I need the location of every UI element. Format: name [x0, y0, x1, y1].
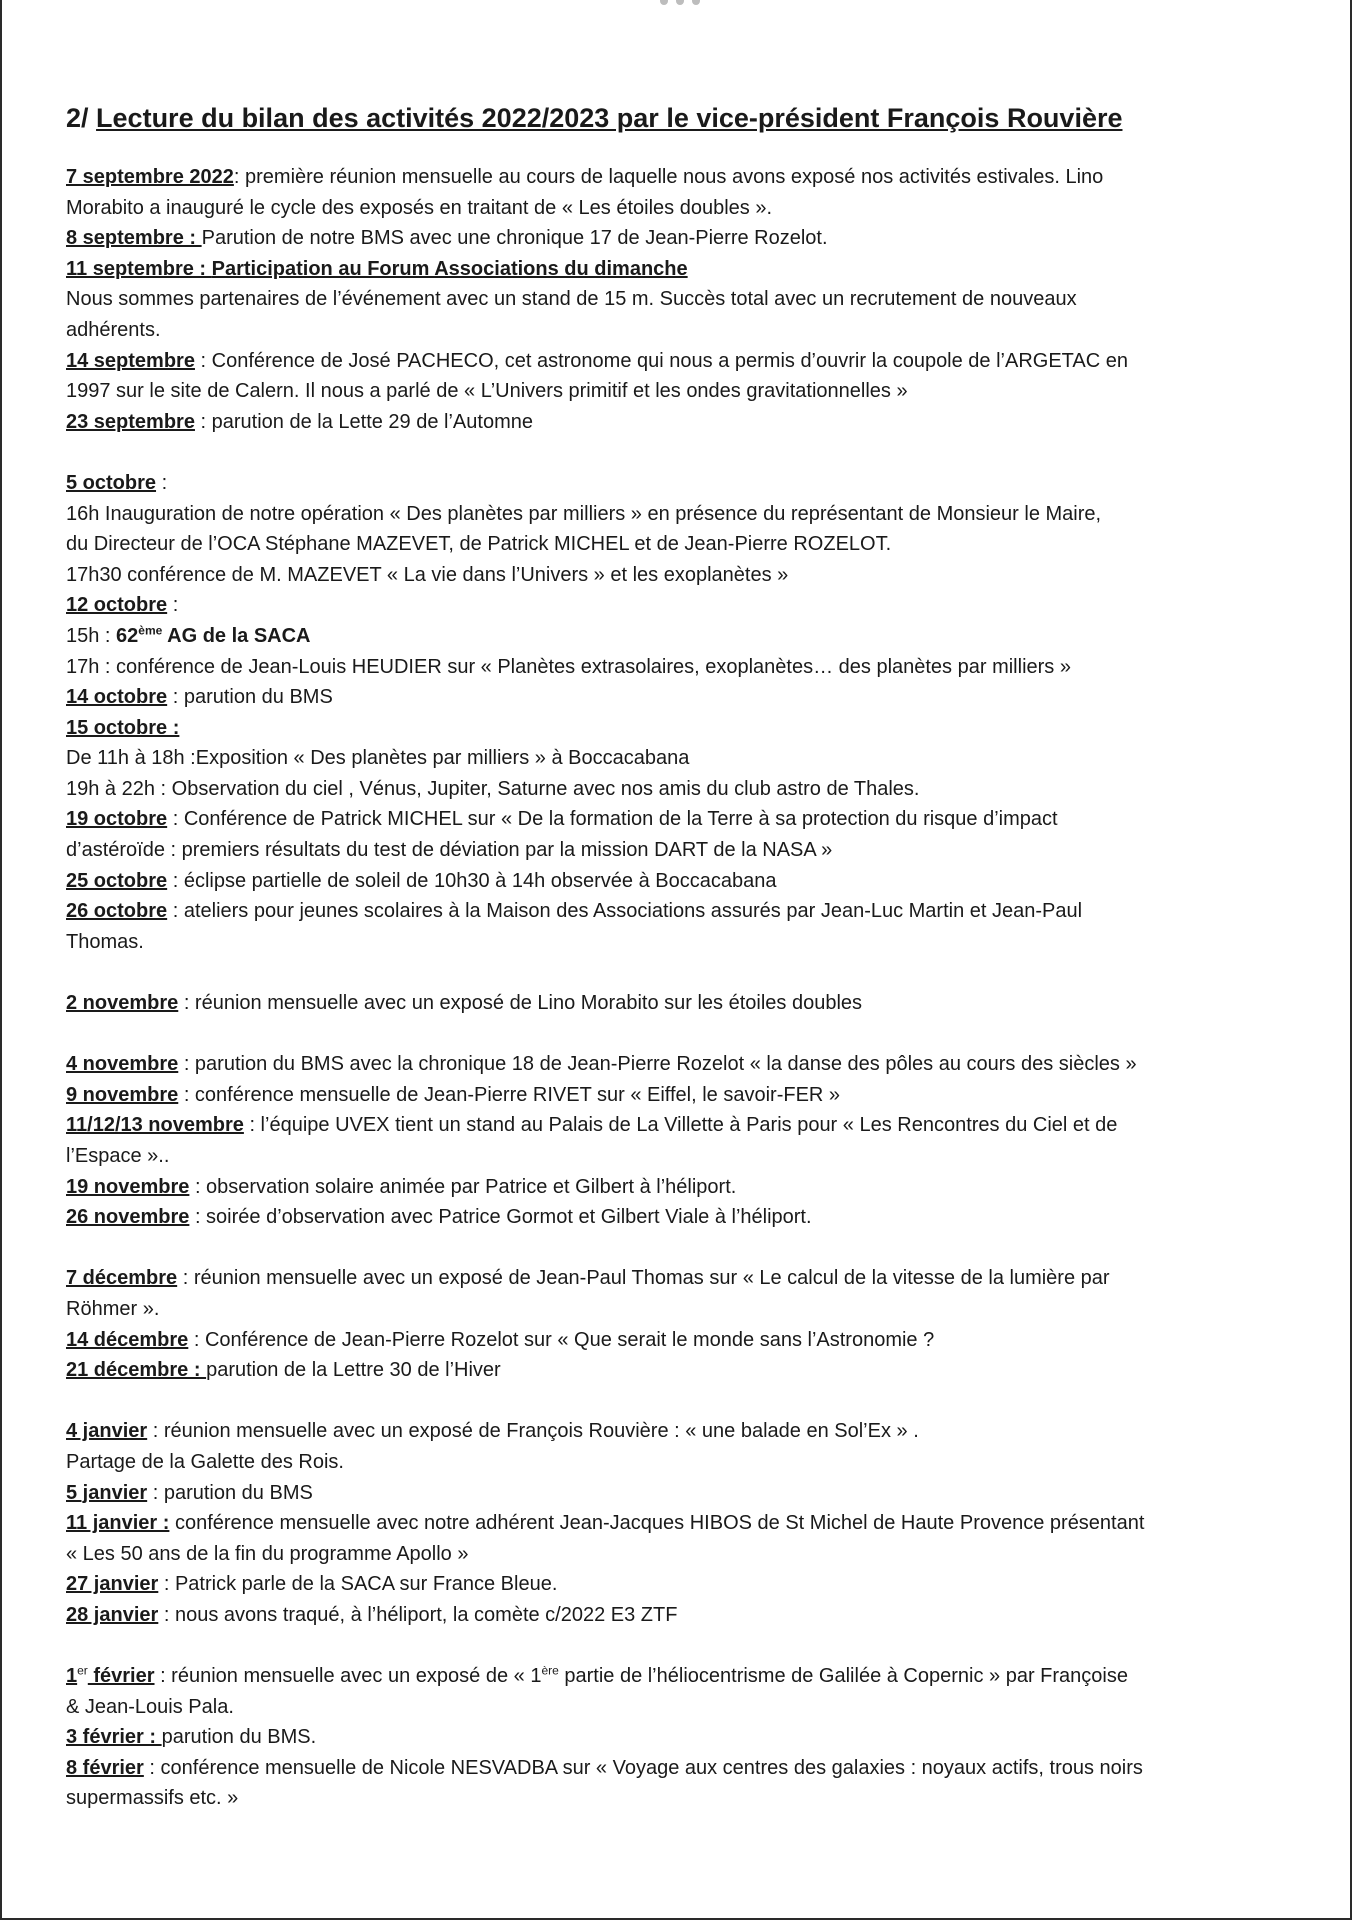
text-line	[66, 1325, 1296, 1356]
text-line	[66, 1172, 1296, 1203]
line-text: 19h à 22h : Observation du ciel , Vénus, Jupiter, Saturne avec nos amis du club astro de Thales.	[66, 777, 920, 800]
event-date: 28 janvier	[66, 1603, 159, 1626]
event-date: 26 octobre	[66, 900, 168, 923]
text-line	[66, 774, 1296, 805]
text-line	[66, 560, 1296, 591]
blank-line	[66, 1631, 1296, 1662]
line-text: Nous sommes partenaires de l’événement avec un stand de 15 m. Succès total avec un recrutement de nouveaux	[66, 288, 1077, 311]
line-text: : Conférence de Jean-Pierre Rozelot sur « Que serait le monde sans l’Astronomie ?	[188, 1328, 935, 1351]
line-text: : parution du BMS	[167, 686, 333, 709]
text-line	[66, 223, 1296, 254]
line-text: :	[156, 471, 168, 494]
line-text: Parution de notre BMS avec une chronique 17 de Jean-Pierre Rozelot.	[201, 227, 828, 250]
text-line	[66, 1478, 1296, 1509]
line-text: : Conférence de Patrick MICHEL sur « De la formation de la Terre à sa protection du risque d’impact	[167, 808, 1058, 831]
event-date: février	[87, 1665, 155, 1688]
line-text: supermassifs etc. »	[66, 1787, 239, 1810]
line-text: : Conférence de José PACHECO, cet astronome qui nous a permis d’ouvrir la coupole de l’ARGETAC en	[194, 349, 1128, 372]
text-line	[66, 1080, 1296, 1111]
line-text: : parution de la Lette 29 de l’Automne	[194, 410, 533, 433]
line-text: : l’équipe UVEX tient un stand au Palais de La Villette à Paris pour « Les Rencontres du Ciel et de	[243, 1114, 1118, 1137]
line-text: 17h30 conférence de M. MAZEVET « La vie dans l’Univers » et les exoplanètes »	[66, 563, 789, 586]
text-line	[66, 1539, 1296, 1570]
line-text: partie de l’héliocentrisme de Galilée à Copernic » par Françoise	[558, 1665, 1128, 1688]
document-body	[66, 98, 1296, 1814]
section-title-text: Lecture du bilan des activités 2022/2023 par le vice-président François Rouvière	[96, 103, 1123, 133]
line-text: : parution du BMS avec la chronique 18 de Jean-Pierre Rozelot « la danse des pôles au cours des siècles »	[178, 1053, 1137, 1076]
section-number: 2/	[66, 103, 89, 133]
text-line	[66, 1447, 1296, 1478]
event-date: 2 novembre	[66, 992, 179, 1015]
blank-line	[66, 1386, 1296, 1417]
line-text: : parution du BMS	[147, 1481, 313, 1504]
superscript: ème	[138, 623, 163, 638]
line-text: parution du BMS.	[161, 1726, 317, 1749]
line-text: : observation solaire animée par Patrice et Gilbert à l’héliport.	[189, 1175, 737, 1198]
line-text: :	[167, 594, 179, 617]
line-text: : réunion mensuelle avec un exposé de Jean-Paul Thomas sur « Le calcul de la vitesse de la lumière par	[177, 1267, 1110, 1290]
text-line	[66, 804, 1296, 835]
event-date: 5 janvier	[66, 1481, 148, 1504]
event-date: 11/12/13 novembre	[66, 1114, 244, 1137]
event-date: 7 septembre 2022	[66, 166, 234, 188]
date-superscript: er	[77, 1663, 88, 1678]
text-line	[66, 376, 1296, 407]
line-text: Thomas.	[66, 930, 144, 953]
event-date: 27 janvier	[66, 1573, 159, 1596]
line-text: : ateliers pour jeunes scolaires à la Maison des Associations assurés par Jean-Luc Martin et Jean-Paul	[167, 900, 1083, 923]
event-date: 11 janvier :	[66, 1512, 170, 1535]
activity-list	[66, 162, 1296, 1814]
line-text: De 11h à 18h :Exposition « Des planètes par milliers » à Boccacabana	[66, 747, 690, 770]
more-options-icon[interactable]	[660, 0, 700, 8]
event-date: 8 septembre :	[66, 227, 202, 250]
line-text: d’astéroïde : premiers résultats du test de déviation par la mission DART de la NASA »	[66, 839, 833, 862]
text-line	[66, 1508, 1296, 1539]
text-line	[66, 1783, 1296, 1814]
text-line	[66, 407, 1296, 438]
event-date: 14 octobre	[66, 686, 168, 709]
event-date: 19 novembre	[66, 1175, 190, 1198]
text-line	[66, 1692, 1296, 1723]
event-date: 4 novembre	[66, 1053, 179, 1076]
line-text: adhérents.	[66, 318, 161, 341]
line-text: & Jean-Louis Pala.	[66, 1695, 234, 1718]
line-text: Morabito a inauguré le cycle des exposés en traitant de « Les étoiles doubles ».	[66, 196, 772, 219]
text-line	[66, 713, 1296, 744]
line-text: 16h Inauguration de notre opération « Des planètes par milliers » en présence du représentant de Monsieur le Maire,	[66, 502, 1102, 525]
text-line	[66, 621, 1296, 652]
text-line	[66, 1202, 1296, 1233]
text-line	[66, 499, 1296, 530]
event-date: 12 octobre	[66, 594, 168, 617]
event-date: 3 février :	[66, 1726, 162, 1749]
text-line	[66, 988, 1296, 1019]
line-text: : réunion mensuelle avec un exposé de Lino Morabito sur les étoiles doubles	[178, 992, 863, 1015]
text-line	[66, 1141, 1296, 1172]
text-line	[66, 162, 1296, 193]
line-text: : réunion mensuelle avec un exposé de François Rouvière : « une balade en Sol’Ex » .	[147, 1420, 919, 1443]
event-date: 19 octobre	[66, 808, 168, 831]
event-highlight: Participation au Forum Associations du dimanche	[211, 257, 688, 280]
line-text: Röhmer ».	[66, 1297, 160, 1320]
line-text: « Les 50 ans de la fin du programme Apollo »	[66, 1542, 469, 1565]
event-date: 14 décembre	[66, 1328, 189, 1351]
line-text: l’Espace »..	[66, 1145, 170, 1167]
line-text: conférence mensuelle avec notre adhérent Jean-Jacques HIBOS de St Michel de Haute Provence présentant	[169, 1512, 1145, 1535]
text-line	[66, 896, 1296, 927]
text-line	[66, 1263, 1296, 1294]
event-date: 21 décembre :	[66, 1359, 207, 1382]
event-date: 25 octobre	[66, 869, 168, 892]
text-line	[66, 866, 1296, 897]
event-date: 26 novembre	[66, 1206, 190, 1229]
line-text: du Directeur de l’OCA Stéphane MAZEVET, de Patrick MICHEL et de Jean-Pierre ROZELOT.	[66, 533, 892, 556]
text-line	[66, 1355, 1296, 1386]
line-text: : éclipse partielle de soleil de 10h30 à 14h observée à Boccacabana	[167, 869, 777, 892]
text-line	[66, 284, 1296, 315]
text-line	[66, 1753, 1296, 1784]
text-line	[66, 652, 1296, 683]
line-text: : réunion mensuelle avec un exposé de « 1	[154, 1665, 542, 1688]
text-line	[66, 743, 1296, 774]
text-line	[66, 315, 1296, 346]
text-line	[66, 1569, 1296, 1600]
text-line	[66, 682, 1296, 713]
event-date: 4 janvier	[66, 1420, 148, 1443]
event-date: 14 septembre	[66, 349, 195, 372]
blank-line	[66, 1019, 1296, 1050]
event-date: 5 octobre	[66, 471, 157, 494]
blank-line	[66, 1233, 1296, 1264]
line-text: : conférence mensuelle de Nicole NESVADBA sur « Voyage aux centres des galaxies : noyaux actifs, trous noirs	[143, 1756, 1143, 1779]
text-line	[66, 1294, 1296, 1325]
event-date: 8 février	[66, 1756, 144, 1779]
event-date: 23 septembre	[66, 410, 195, 433]
event-date: 9 novembre	[66, 1083, 179, 1106]
text-line	[66, 1049, 1296, 1080]
text-line	[66, 529, 1296, 560]
line-text: parution de la Lettre 30 de l’Hiver	[206, 1359, 501, 1382]
event-date: 7 décembre	[66, 1267, 178, 1290]
line-text: Partage de la Galette des Rois.	[66, 1450, 344, 1473]
line-text: : première réunion mensuelle au cours de laquelle nous avons exposé nos activités estivales. Lino	[233, 166, 1104, 188]
text-line	[66, 1110, 1296, 1141]
text-line	[66, 835, 1296, 866]
line-text: : Patrick parle de la SACA sur France Bleue.	[158, 1573, 558, 1596]
event-date: 11 septembre :	[66, 257, 212, 280]
text-line	[66, 468, 1296, 499]
text-line	[66, 1722, 1296, 1753]
text-line	[66, 1600, 1296, 1631]
line-bold-text: AG de la SACA	[162, 624, 311, 647]
text-line	[66, 1661, 1296, 1692]
line-text: 15h :	[66, 624, 117, 647]
text-line	[66, 927, 1296, 958]
line-text: : nous avons traqué, à l’héliport, la comète c/2022 E3 ZTF	[158, 1603, 678, 1626]
superscript: ère	[541, 1663, 559, 1678]
line-text: : soirée d’observation avec Patrice Gormot et Gilbert Viale à l’héliport.	[189, 1206, 812, 1229]
event-date: 15 octobre :	[66, 716, 180, 739]
line-text: 17h : conférence de Jean-Louis HEUDIER sur « Planètes extrasolaires, exoplanètes… des planètes par milliers »	[66, 655, 1071, 678]
line-text: 1997 sur le site de Calern. Il nous a parlé de « L’Univers primitif et les ondes gravitationnelles »	[66, 380, 908, 403]
line-bold-text: 62	[116, 624, 139, 647]
text-line	[66, 193, 1296, 224]
text-line	[66, 254, 1296, 285]
line-text: : conférence mensuelle de Jean-Pierre RIVET sur « Eiffel, le savoir-FER »	[178, 1083, 841, 1106]
blank-line	[66, 437, 1296, 468]
text-line	[66, 346, 1296, 377]
text-line	[66, 1416, 1296, 1447]
event-date: 1	[66, 1665, 78, 1688]
section-title	[66, 98, 1296, 138]
text-line	[66, 590, 1296, 621]
blank-line	[66, 957, 1296, 988]
